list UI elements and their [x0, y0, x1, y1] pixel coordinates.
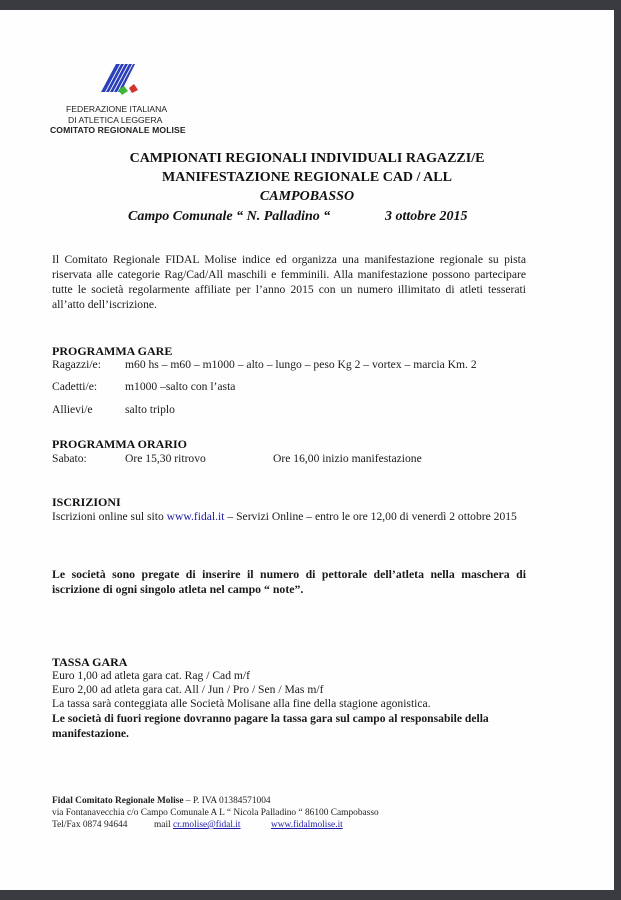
gare-category-ragazzi: Ragazzi/e: — [52, 358, 101, 371]
orario-day: Sabato: — [52, 452, 87, 465]
iscrizioni-text-after: – Servizi Online – entro le ore 12,00 di venerdì 2 ottobre 2015 — [224, 510, 517, 523]
footer-website-line — [271, 819, 343, 831]
logo-line-1: FEDERAZIONE ITALIANA — [66, 104, 168, 114]
footer-website-link[interactable]: www.fidalmolise.it — [271, 820, 343, 830]
tassa-line-1: Euro 1,00 ad atleta gara cat. Rag / Cad m/f — [52, 669, 250, 682]
orario-ritrovo: Ore 15,30 ritrovo — [125, 452, 206, 465]
footer-telfax: Tel/Fax 0874 94644 — [52, 820, 128, 830]
gare-category-allievi: Allievi/e — [52, 403, 93, 416]
iscrizioni-paragraph — [52, 509, 526, 524]
gare-events-allievi: salto triplo — [125, 403, 175, 416]
gare-events-cadetti: m1000 –salto con l’asta — [125, 380, 236, 393]
logo-line-2: DI ATLETICA LEGGERA — [68, 114, 163, 125]
programma-orario-heading: PROGRAMMA ORARIO — [52, 437, 187, 451]
title-line-2: MANIFESTAZIONE REGIONALE CAD / ALL — [162, 170, 452, 185]
pettorale-notice: Le società sono pregate di inserire il numero di pettorale dell’atleta nella maschera di iscrizione di ogni singolo atleta nel campo “ note”. — [52, 567, 526, 596]
tassa-gara-heading: TASSA GARA — [52, 655, 128, 669]
footer-org-line — [52, 795, 271, 807]
footer-address: via Fontanavecchia c/o Campo Comunale A L “ Nicola Palladino “ 86100 Campobasso — [52, 808, 379, 818]
fidal-logo-icon — [98, 62, 150, 102]
fidal-website-link[interactable]: www.fidal.it — [166, 510, 225, 523]
footer-email-link[interactable]: cr.molise@fidal.it — [173, 820, 241, 830]
footer-mail-line — [154, 819, 241, 831]
iscrizioni-heading: ISCRIZIONI — [52, 495, 121, 509]
intro-paragraph: Il Comitato Regionale FIDAL Molise indice ed organizza una manifestazione regionale su pista riservata alle categorie Rag/Cad/All maschili e femminili. Alla manifestazione possono partecipare tutte le società regolarmente affiliate per l’anno 2015 con un numero illimitato di atleti tesserati all’atto dell’iscrizione. — [52, 253, 526, 311]
programma-gare-heading: PROGRAMMA GARE — [52, 344, 173, 358]
title-date: 3 ottobre 2015 — [385, 209, 468, 224]
gare-events-ragazzi: m60 hs – m60 – m1000 – alto – lungo – peso Kg 2 – vortex – marcia Km. 2 — [125, 358, 477, 371]
document-page — [0, 10, 614, 890]
footer-mail-label: mail — [154, 820, 174, 830]
gare-category-cadetti: Cadetti/e: — [52, 380, 98, 393]
title-line-1: CAMPIONATI REGIONALI INDIVIDUALI RAGAZZI/E — [129, 151, 485, 166]
footer-piva: – P. IVA 01384571004 — [183, 796, 271, 806]
title-venue: Campo Comunale “ N. Palladino “ — [128, 209, 331, 224]
tassa-fuori-regione-notice: Le società di fuori regione dovranno pagare la tassa gara sul campo al responsabile della manifestazione. — [52, 712, 489, 740]
tassa-line-3: La tassa sarà conteggiata alle Società Molisane alla fine della stagione agonistica. — [52, 697, 431, 710]
iscrizioni-text-before: Iscrizioni online sul sito — [52, 510, 167, 523]
orario-inizio: Ore 16,00 inizio manifestazione — [273, 452, 422, 465]
logo-text — [50, 104, 186, 136]
logo-line-3: COMITATO REGIONALE MOLISE — [50, 125, 186, 135]
tassa-line-2: Euro 2,00 ad atleta gara cat. All / Jun / Pro / Sen / Mas m/f — [52, 683, 324, 696]
title-city: CAMPOBASSO — [259, 189, 355, 204]
footer-org-name: Fidal Comitato Regionale Molise — [52, 796, 184, 806]
